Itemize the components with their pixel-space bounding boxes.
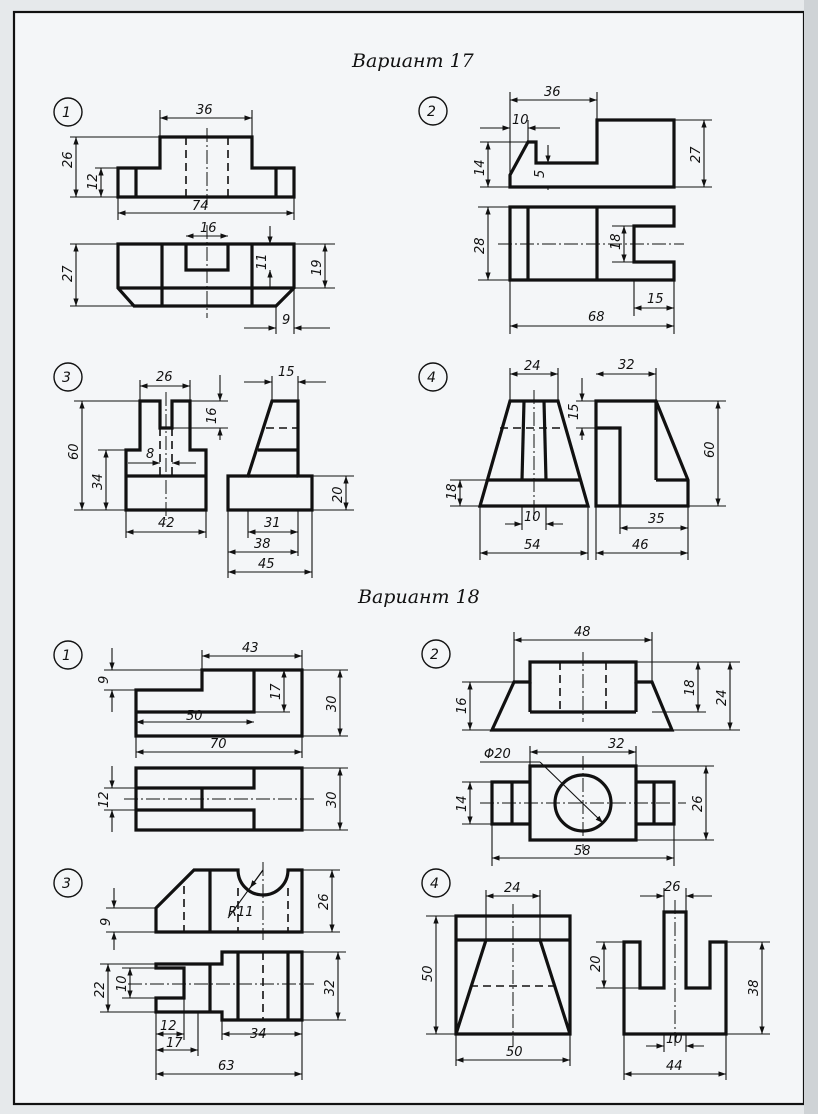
dim-label: 60 (703, 441, 718, 458)
dim-label: 46 (632, 538, 649, 553)
dim-label: 34 (91, 473, 106, 490)
dim-label: 11 (255, 253, 270, 270)
problem-number: 4 (430, 876, 439, 892)
dim-label: 27 (689, 146, 704, 163)
problem-number: 2 (430, 647, 439, 663)
dim-label: 36 (196, 103, 213, 118)
dim-label: 31 (264, 516, 281, 531)
dim-label: 14 (473, 159, 488, 176)
dim-label: 14 (455, 795, 470, 812)
dim-label: 15 (567, 403, 582, 420)
dim-label: 30 (325, 791, 340, 808)
dim-label: 42 (158, 516, 175, 531)
dim-label: R11 (228, 905, 254, 920)
variant-17-title: Вариант 17 (352, 50, 474, 72)
dim-label: 10 (666, 1032, 683, 1047)
dim-label: 9 (282, 313, 291, 328)
dim-label: 30 (325, 695, 340, 712)
dim-label: 68 (588, 310, 605, 325)
problem-number: 1 (62, 105, 71, 121)
dim-label: 18 (609, 233, 624, 250)
dim-label: 26 (317, 893, 332, 910)
dim-label: 19 (310, 259, 325, 276)
dim-label: 12 (160, 1019, 177, 1034)
dim-label: 48 (574, 625, 591, 640)
dim-label: 27 (61, 265, 76, 282)
dim-label: 38 (254, 537, 271, 552)
dim-label: 17 (166, 1036, 183, 1051)
dim-label: 32 (618, 358, 635, 373)
dim-label: 38 (747, 979, 762, 996)
dim-label: 24 (715, 689, 730, 706)
problem-number: 1 (62, 648, 71, 664)
dim-label: 15 (278, 365, 295, 380)
dim-label: 32 (323, 979, 338, 996)
dim-label: 9 (97, 675, 112, 684)
dim-label: 50 (506, 1045, 523, 1060)
dim-label: 44 (666, 1059, 683, 1074)
dim-label: 10 (512, 113, 529, 128)
dim-label: 18 (683, 679, 698, 696)
problem-number: 4 (427, 370, 436, 386)
dim-label: 10 (524, 510, 541, 525)
dim-label: 74 (192, 199, 209, 214)
dim-label: 17 (269, 683, 284, 700)
dim-label: Φ20 (484, 747, 511, 762)
dim-label: 24 (504, 881, 521, 896)
dim-label: 18 (445, 483, 460, 500)
dim-label: 45 (258, 557, 275, 572)
dim-label: 36 (544, 85, 561, 100)
dim-label: 12 (97, 791, 112, 808)
problem-number: 3 (62, 876, 71, 892)
problem-number: 3 (62, 370, 71, 386)
dim-label: 26 (156, 370, 173, 385)
dim-label: 50 (421, 965, 436, 982)
dim-label: 15 (647, 292, 664, 307)
dim-label: 43 (242, 641, 259, 656)
dim-label: 20 (331, 486, 346, 503)
variant-18-title: Вариант 18 (358, 586, 480, 608)
dim-label: 34 (250, 1027, 267, 1042)
dim-label: 28 (473, 237, 488, 254)
dim-label: 54 (524, 538, 541, 553)
dim-label: 22 (93, 981, 108, 998)
dim-label: 60 (67, 443, 82, 460)
dim-label: 58 (574, 844, 591, 859)
dim-label: 16 (205, 407, 220, 424)
dim-label: 16 (455, 697, 470, 714)
dim-label: 24 (524, 359, 541, 374)
dim-label: 26 (691, 795, 706, 812)
dim-label: 32 (608, 737, 625, 752)
dim-label: 35 (648, 512, 665, 527)
dim-label: 26 (664, 880, 681, 895)
problem-number: 2 (427, 104, 436, 120)
dim-label: 9 (99, 917, 114, 926)
dim-label: 10 (115, 975, 130, 992)
dim-label: 8 (146, 447, 155, 462)
dim-label: 50 (186, 709, 203, 724)
dim-label: 26 (61, 151, 76, 168)
dim-label: 16 (200, 221, 217, 236)
dim-label: 70 (210, 737, 227, 752)
dim-label: 63 (218, 1059, 235, 1074)
dim-label: 20 (589, 955, 604, 972)
dim-label: 5 (533, 169, 548, 178)
dim-label: 12 (86, 173, 101, 190)
